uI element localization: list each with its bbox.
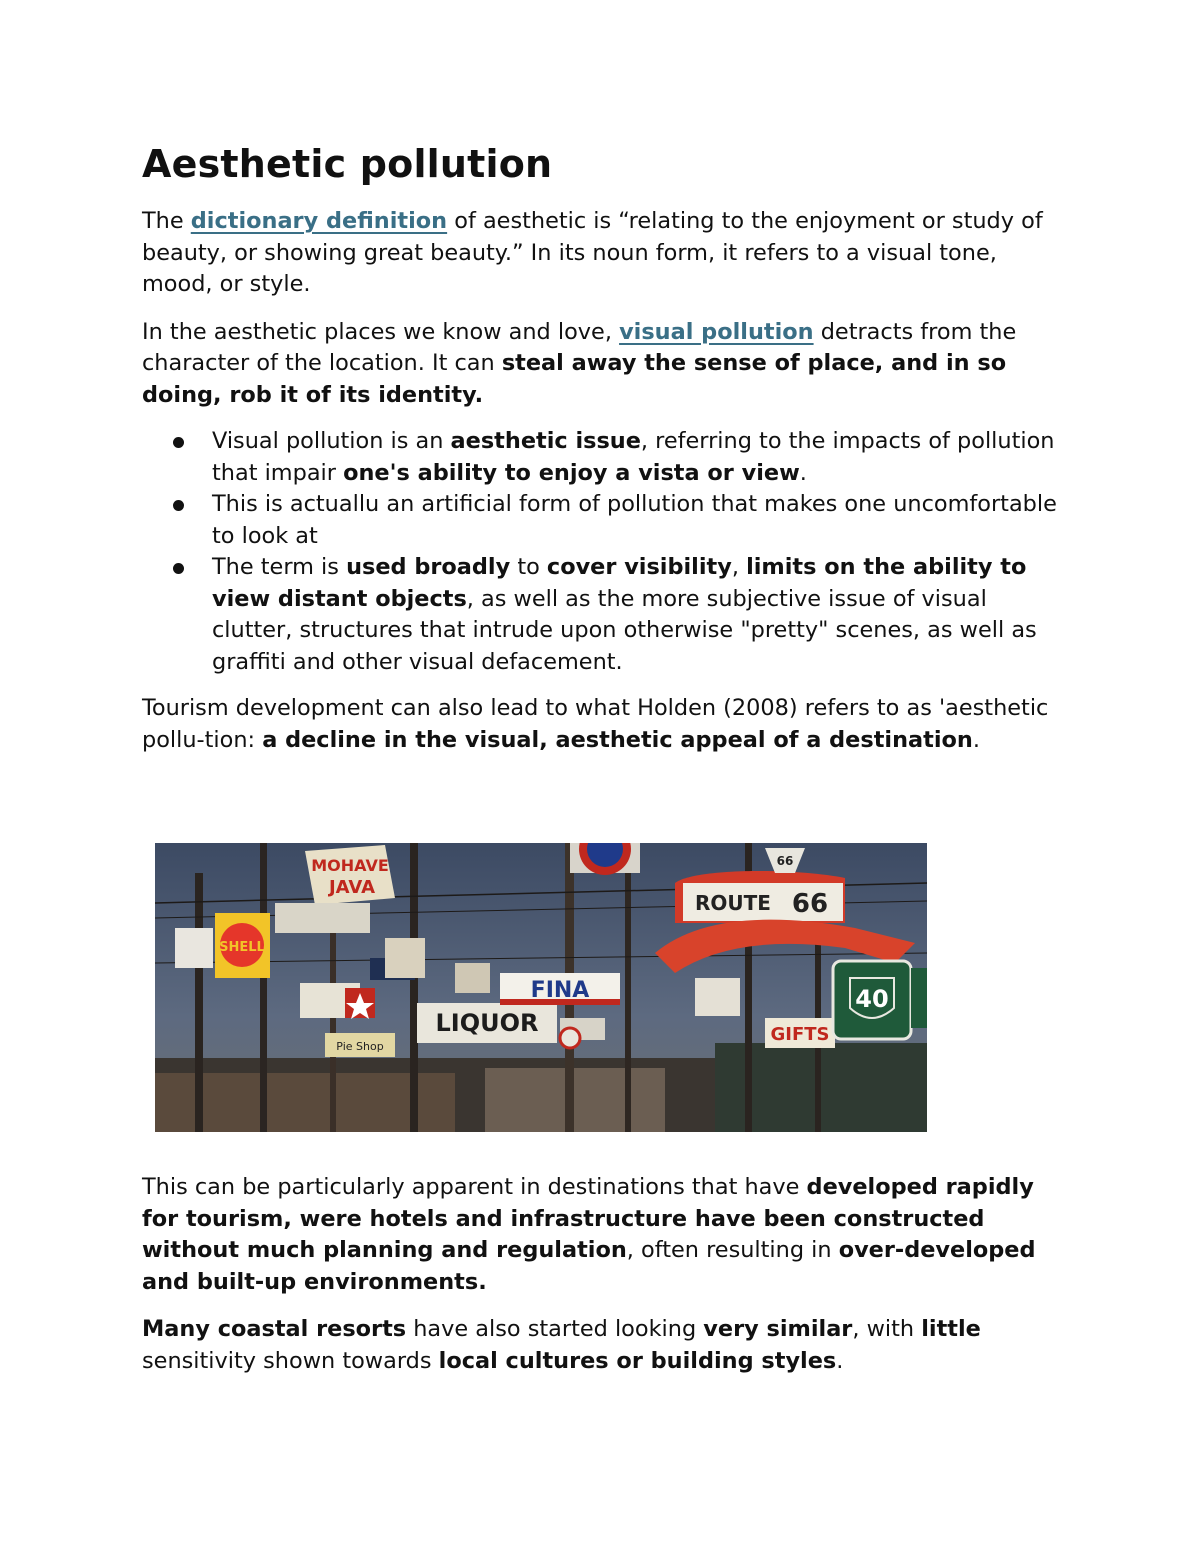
text: of aesthetic is “relating to the enjoyment or study of beauty, or showing great beauty.” In its noun form, it refers to a visual tone, mood, or style. [142, 208, 1043, 297]
list-item [142, 552, 1072, 678]
text: Visual pollution is an [212, 428, 451, 454]
roadside-signs-photo [155, 843, 927, 1132]
dictionary-definition-link[interactable]: dictionary definition [190, 208, 448, 234]
sign-route: ROUTE [695, 891, 771, 915]
bold-text: one's ability to enjoy a vista or view [343, 459, 800, 486]
text: . [972, 726, 980, 753]
paragraph-rapid-development [142, 1172, 1072, 1298]
photo-illustration [155, 843, 927, 1132]
bullet-icon [173, 437, 184, 448]
paragraph-coastal-resorts [142, 1314, 1072, 1377]
text: , as well as the more subjective issue of visual clutter, structures that intrude upon otherwise "pretty" scenes, as well as graffiti and other visual defacement. [212, 585, 1037, 675]
sign-java: JAVA [328, 877, 376, 898]
text: The term is [212, 554, 347, 580]
text: , referring to the impacts of pollution that impair [212, 428, 1055, 486]
bullet-list [142, 426, 1072, 678]
text: In the aesthetic places we know and love, [142, 318, 620, 345]
page-title: Aesthetic pollution [142, 142, 553, 186]
text: have also started looking [406, 1316, 704, 1342]
bold-text: cover visibility [546, 554, 732, 580]
bold-text: Many coastal resorts [142, 1316, 407, 1342]
sign-shield: 66 [776, 854, 794, 868]
list-item [142, 426, 1072, 489]
bold-text: developed rapidly for tourism, were hotels and infrastructure have been constructed without much planning and regulation [142, 1174, 1034, 1263]
bold-text: a decline in the visual, aesthetic appeal of a destination [262, 726, 973, 753]
bold-text: little [921, 1316, 981, 1342]
text: detracts from the character of the location. It can [142, 318, 1017, 376]
visual-pollution-link[interactable]: visual pollution [619, 318, 814, 345]
text: , with [852, 1316, 922, 1342]
document-body-continued [142, 1172, 1072, 1377]
bold-text: local cultures or building styles [438, 1347, 837, 1374]
bold-text: limits on the ability to view distant objects [212, 554, 1027, 612]
text: to [510, 554, 547, 580]
bold-text: steal away the sense of place, and in so doing, rob it of its identity. [142, 350, 1007, 408]
document-body [142, 138, 1072, 756]
sign-liquor: LIQUOR [435, 1009, 539, 1037]
sign-route-number: 66 [791, 889, 829, 919]
bold-text: over-developed and built-up environments. [142, 1237, 1036, 1295]
bullet-icon [173, 563, 184, 574]
text: Tourism development can also lead to what Holden (2008) refers to as 'aesthetic pollu-tion: [142, 695, 1049, 753]
paragraph-definition [142, 206, 1072, 301]
paragraph-holden [142, 693, 1072, 756]
list-item [142, 489, 1072, 552]
sign-interstate: 40 [855, 985, 889, 1013]
bold-text: very similar [703, 1316, 853, 1342]
sign-pie-shop: Pie Shop [336, 1040, 384, 1053]
sign-fina: FINA [530, 978, 590, 1003]
sign-mohave: MOHAVE [311, 856, 389, 875]
sign-gifts: GIFTS [770, 1024, 830, 1045]
sign-shell: SHELL [219, 940, 265, 955]
text: This is actuallu an artificial form of pollution that makes one uncomfortable to look at [212, 491, 1057, 549]
bold-text: aesthetic issue [450, 428, 641, 454]
bullet-icon [173, 500, 184, 511]
text: This can be particularly apparent in destinations that have [142, 1174, 807, 1200]
text: . [836, 1347, 844, 1374]
text: , often resulting in [626, 1237, 839, 1263]
text: , [731, 554, 747, 580]
text: The [142, 208, 191, 234]
text: . [799, 459, 807, 486]
bold-text: used broadly [346, 554, 511, 580]
text: sensitivity shown towards [142, 1347, 439, 1374]
paragraph-visual-pollution [142, 317, 1072, 412]
